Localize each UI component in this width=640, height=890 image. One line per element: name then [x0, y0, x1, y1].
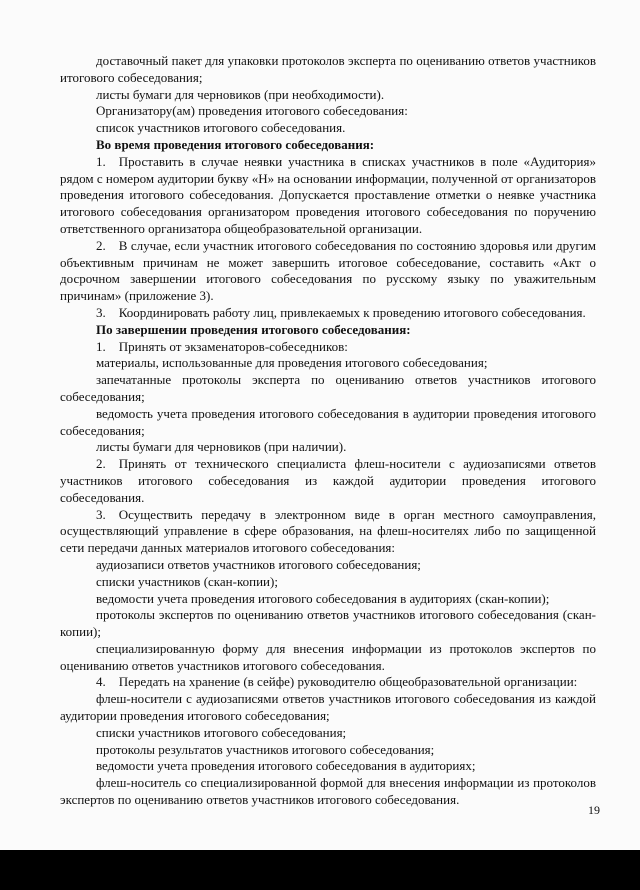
paragraph: флеш-носители с аудиозаписями ответов участников итогового собеседования из каждой аудитории проведения итогового собеседования; — [60, 691, 596, 724]
paragraph: протоколы результатов участников итогового собеседования; — [96, 741, 435, 757]
paragraph: списки участников (скан-копии); — [96, 573, 278, 589]
paragraph: ведомости учета проведения итогового собеседования в аудиториях (скан-копии); — [96, 590, 550, 606]
paragraph: списки участников итогового собеседования; — [96, 724, 347, 740]
paragraph: 3. Осуществить передачу в электронном виде в орган местного самоуправления, осуществляющий управление в сфере образования, на флеш-носителях либо по защищенной сети передачи данных материалов итогового собеседования: — [60, 506, 596, 556]
paragraph: флеш-носитель со специализированной формой для внесения информации из протоколов экспертов по оцениванию ответов участников итогового собеседования. — [60, 775, 596, 808]
paragraph: 2. В случае, если участник итогового собеседования по состоянию здоровья или другим объективным причинам не может завершить итоговое собеседование, составить «Акт о досрочном завершении итогового собеседования по русскому языку по уважительным причинам» (приложение 3). — [60, 237, 596, 304]
scan-bottom-border — [0, 850, 640, 890]
paragraph: список участников итогового собеседования. — [96, 120, 346, 136]
paragraph: 3. Координировать работу лиц, привлекаемых к проведению итогового собеседования. — [96, 304, 586, 320]
paragraph: материалы, использованные для проведения итогового собеседования; — [96, 355, 488, 371]
paragraph: специализированную форму для внесения информации из протоколов экспертов по оцениванию ответов участников итогового собеседования. — [60, 640, 596, 673]
paragraph: листы бумаги для черновиков (при необходимости). — [96, 86, 385, 102]
paragraph: 2. Принять от технического специалиста флеш-носители с аудиозаписями ответов участников итогового собеседования из каждой аудитории проведения итогового собеседования. — [60, 456, 596, 505]
paragraph: 4. Передать на хранение (в сейфе) руководителю общеобразовательной организации: — [96, 674, 578, 690]
paragraph: 1. Принять от экзаменаторов-собеседников: — [96, 338, 348, 354]
paragraph: ведомости учета проведения итогового собеседования в аудиториях; — [96, 758, 476, 774]
paragraph: ведомость учета проведения итогового собеседования в аудитории проведения итогового собеседования; — [60, 405, 596, 438]
paragraph: листы бумаги для черновиков (при наличии). — [96, 439, 347, 455]
document-body — [60, 53, 596, 809]
section-heading: По завершении проведения итогового собеседования: — [96, 321, 411, 337]
section-heading: Во время проведения итогового собеседования: — [96, 136, 375, 152]
paragraph: запечатанные протоколы эксперта по оцениванию ответов участников итогового собеседования; — [60, 372, 596, 404]
paragraph: Организатору(ам) проведения итогового собеседования: — [96, 103, 408, 119]
paragraph: доставочный пакет для упаковки протоколов эксперта по оцениванию ответов участников итогового собеседования; — [60, 53, 596, 85]
paragraph: аудиозаписи ответов участников итогового собеседования; — [96, 556, 421, 572]
paragraph: протоколы экспертов по оцениванию ответов участников итогового собеседования (скан-копии); — [60, 607, 596, 640]
page-number: 19 — [588, 803, 600, 817]
paragraph: 1. Проставить в случае неявки участника в списках участников в поле «Аудитория» рядом с номером аудитории букву «Н» на основании информации, полученной от организаторов проведения итогового собеседования. Допускается проставление отметки о неявке участника итогового собеседования организатором проведения итогового собеседования по поручению ответственного организатора общеобразовательной организации. — [60, 153, 596, 236]
